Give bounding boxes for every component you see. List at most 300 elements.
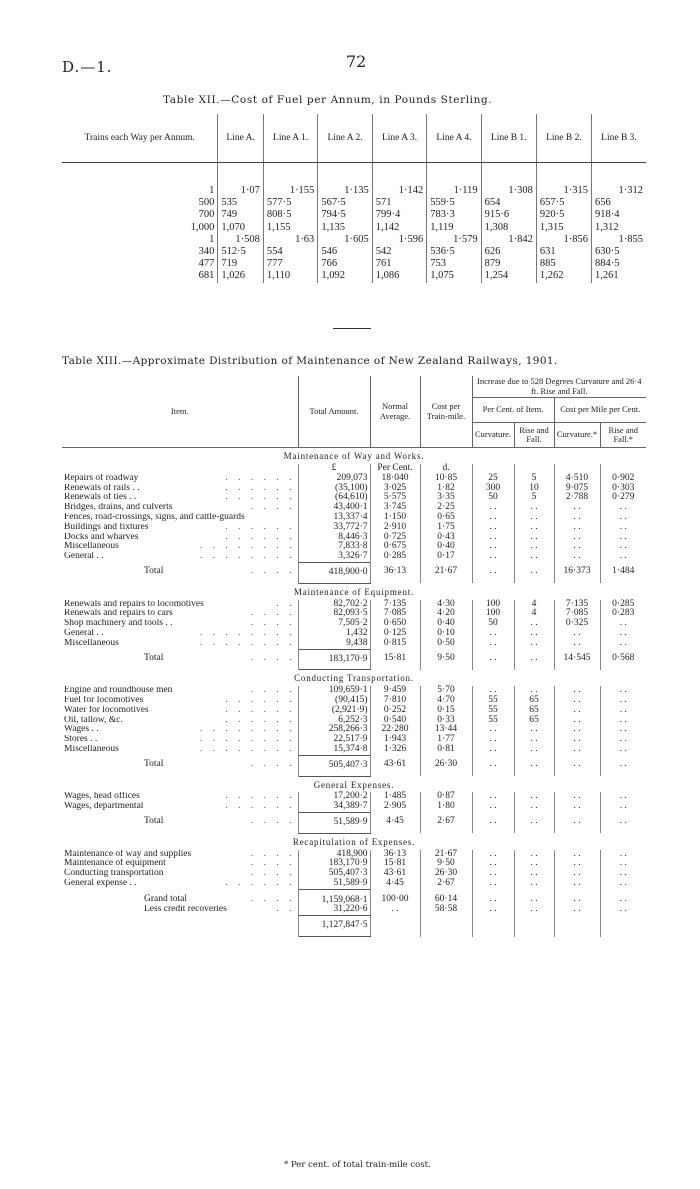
total-amount-cell: (64,610) xyxy=(298,493,370,503)
cost-cell: 1,254 xyxy=(481,270,536,282)
normal-average-cell: 7·085 xyxy=(370,609,420,619)
item-cell xyxy=(62,493,298,503)
leader-dots: . . . . . . xyxy=(225,493,296,503)
trains-cell: 700 xyxy=(62,209,218,221)
leader-dots: . . . . xyxy=(250,653,296,664)
cost-cell: 1·308 xyxy=(481,163,536,198)
item-cell xyxy=(62,542,298,552)
total-amount-cell: 13,337·4 xyxy=(298,513,370,523)
cost-cell: 656 xyxy=(594,197,611,209)
item-cell xyxy=(62,792,298,802)
increase-cell: 100 xyxy=(472,600,514,610)
increase-cell: 0·303 xyxy=(612,482,635,493)
increase-cell: . . xyxy=(619,541,627,552)
table-row xyxy=(62,234,646,246)
cost-per-train-mile-cell: 4·30 xyxy=(420,600,472,610)
increase-cell: . . xyxy=(554,755,600,776)
increase-cell: . . xyxy=(554,716,600,726)
section-title: Maintenance of Way and Works. xyxy=(283,451,425,461)
normal-average-cell: 0·540 xyxy=(370,716,420,726)
leader-dots: . . . . . . xyxy=(225,878,296,888)
increase-cell: . . xyxy=(514,649,554,670)
cost-cell: 567·5 xyxy=(318,197,372,209)
cost-per-train-mile-cell: 0·40 xyxy=(420,619,472,629)
page-number: 72 xyxy=(346,52,367,71)
cost-per-train-mile-cell: 60·14 xyxy=(420,889,472,905)
leader-dots: . . . . xyxy=(250,686,296,696)
normal-average-cell: 0·125 xyxy=(370,629,420,639)
item-label: Water for locomotives xyxy=(64,705,149,715)
total-row xyxy=(62,562,646,583)
cost-per-train-mile-cell: 3·35 xyxy=(420,493,472,503)
cost-cell: 1,308 xyxy=(481,222,536,234)
leader-dots: . . . . xyxy=(250,869,296,879)
column-header: Line B 2. xyxy=(536,114,591,163)
normal-average-cell: 1·943 xyxy=(370,735,420,745)
leader-dots: . . . . . . . . xyxy=(199,744,296,754)
cost-cell: 1·135 xyxy=(318,163,372,198)
increase-cell: . . xyxy=(619,704,627,715)
item-cell xyxy=(62,649,298,670)
total-amount-cell: 418,900·0 xyxy=(298,562,370,583)
total-amount-cell: 1,159,068·1 xyxy=(298,889,370,905)
cost-per-train-mile-cell: 9·50 xyxy=(420,649,472,670)
cost-per-train-mile-cell: 0·40 xyxy=(420,542,472,552)
normal-average-cell: 5·575 xyxy=(370,493,420,503)
total-amount-cell: 418,900 xyxy=(298,850,370,860)
cost-per-train-mile-cell: 21·67 xyxy=(420,562,472,583)
cost-cell: 1·07 xyxy=(218,163,263,198)
column-header: Line A 1. xyxy=(263,114,317,163)
cost-cell: 761 xyxy=(372,258,426,270)
item-label: Miscellaneous xyxy=(64,744,119,754)
table-row xyxy=(62,879,646,889)
cost-cell: 536·5 xyxy=(427,246,481,258)
table-xii-caption: Table XII.—Cost of Fuel per Annum, in Pounds Sterling. xyxy=(163,94,493,106)
increase-cell: . . xyxy=(514,792,554,802)
cost-cell: 920·5 xyxy=(536,209,591,221)
increase-cell: . . xyxy=(472,552,514,562)
increase-cell: 4 xyxy=(514,600,554,610)
increase-cell: 55 xyxy=(472,706,514,716)
cost-cell: 1·312 xyxy=(618,185,643,196)
normal-average-cell: 4·45 xyxy=(370,879,420,889)
normal-average-cell: 43·61 xyxy=(370,755,420,776)
cost-per-train-mile-cell: 0·17 xyxy=(420,552,472,562)
increase-cell: 4 xyxy=(514,609,554,619)
table-row xyxy=(62,246,646,258)
increase-cell: . . xyxy=(619,511,627,522)
section-title: General Expenses. xyxy=(313,779,395,790)
cost-per-train-mile-cell: 58·58 xyxy=(420,905,472,915)
footnote: * Per cent. of total train-mile cost. xyxy=(284,1160,431,1170)
cost-per-train-mile-cell: 0·81 xyxy=(420,745,472,755)
increase-cell: 7·135 xyxy=(554,600,600,610)
increase-cell: . . xyxy=(554,706,600,716)
item-cell xyxy=(62,484,298,494)
total-amount-cell: 17,200·2 xyxy=(298,792,370,802)
increase-cell: . . xyxy=(514,869,554,879)
increase-cell: 0·568 xyxy=(612,653,635,664)
item-label: Renewals of rails . . xyxy=(64,483,140,493)
increase-cell: 50 xyxy=(472,493,514,503)
increase-cell: . . xyxy=(514,533,554,543)
leader-dots: . . . . . . xyxy=(225,473,296,483)
increase-cell: 1·484 xyxy=(612,566,635,577)
increase-cell: . . xyxy=(514,745,554,755)
section-heading-row xyxy=(62,448,646,464)
increase-cell: 0·283 xyxy=(612,608,635,619)
increase-cell: . . xyxy=(619,531,627,542)
item-label: General expense . . xyxy=(64,878,137,888)
cost-per-train-mile-cell: 4·20 xyxy=(420,609,472,619)
increase-cell: . . xyxy=(514,523,554,533)
increase-cell: 50 xyxy=(472,619,514,629)
cost-cell: 766 xyxy=(318,258,372,270)
increase-cell: . . xyxy=(472,859,514,869)
table-xiii-caption: Table XIII.—Approximate Distribution of Maintenance of New Zealand Railways, 1901. xyxy=(62,355,558,367)
header-increase: Increase due to 528 Degrees Curvature and 26·4 ft. Rise and Fall. xyxy=(472,376,646,398)
total-amount-cell: 183,170·9 xyxy=(298,649,370,670)
item-cell xyxy=(62,503,298,513)
increase-cell: . . xyxy=(619,502,627,513)
header-cost-per-mile: Cost per Mile per Cent. xyxy=(554,398,646,423)
column-header: Line B 1. xyxy=(481,114,536,163)
total-amount-cell: 51,589·9 xyxy=(298,812,370,833)
leader-dots: . . . . xyxy=(250,894,296,905)
item-cell xyxy=(62,696,298,706)
leader-dots: . . . . . . xyxy=(225,695,296,705)
total-amount-cell: 505,407·3 xyxy=(298,869,370,879)
item-label: Total xyxy=(144,816,164,827)
normal-average-cell: 3·745 xyxy=(370,503,420,513)
table-header-row xyxy=(62,114,646,163)
increase-cell: . . xyxy=(514,859,554,869)
item-cell xyxy=(62,889,298,905)
normal-average-cell: 15·81 xyxy=(370,649,420,670)
increase-cell: 0·902 xyxy=(612,472,635,483)
increase-cell: 300 xyxy=(472,484,514,494)
increase-cell: . . xyxy=(619,894,627,905)
increase-cell: . . xyxy=(554,686,600,696)
increase-cell: . . xyxy=(619,868,627,879)
header-per-cent-of-item: Per Cent. of Item. xyxy=(472,398,554,423)
increase-cell: . . xyxy=(514,629,554,639)
cost-cell: 1·142 xyxy=(372,163,426,198)
maintenance-distribution-table xyxy=(62,376,646,937)
normal-average-cell: 2·905 xyxy=(370,802,420,812)
cost-cell: 1,119 xyxy=(427,222,481,234)
increase-cell: . . xyxy=(472,523,514,533)
increase-cell: . . xyxy=(554,552,600,562)
item-label: Engine and roundhouse men xyxy=(64,686,173,696)
header-rise-fall-star: Rise and Fall.* xyxy=(600,423,646,448)
item-cell xyxy=(62,629,298,639)
header-item: Item. xyxy=(62,376,298,448)
item-label: Maintenance of way and supplies xyxy=(64,849,192,859)
table-row xyxy=(62,209,646,221)
normal-average-cell: 0·285 xyxy=(370,552,420,562)
item-cell xyxy=(62,745,298,755)
section-divider xyxy=(333,328,371,329)
leader-dots: . . . . xyxy=(250,503,296,513)
leader-dots: . . . . . . xyxy=(225,705,296,715)
table-row xyxy=(62,270,646,282)
increase-cell: . . xyxy=(472,879,514,889)
cost-cell: 1·315 xyxy=(536,163,591,198)
cost-cell: 1·596 xyxy=(372,234,426,246)
leader-dots: . . . . xyxy=(250,859,296,869)
cost-per-train-mile-cell: 0·10 xyxy=(420,629,472,639)
cost-per-train-mile-cell: 2·25 xyxy=(420,503,472,513)
cost-cell: 1,262 xyxy=(536,270,591,282)
leader-dots: . . . . xyxy=(250,849,296,859)
increase-cell: . . xyxy=(554,905,600,915)
cost-per-train-mile-cell: 0·15 xyxy=(420,706,472,716)
item-label: Less credit recoveries xyxy=(144,905,227,915)
normal-average-cell: 1·326 xyxy=(370,745,420,755)
cost-cell: 915·6 xyxy=(481,209,536,221)
normal-average-cell: 1·485 xyxy=(370,792,420,802)
increase-cell: . . xyxy=(472,889,514,905)
normal-average-cell: 4·45 xyxy=(370,812,420,833)
increase-cell: . . xyxy=(554,850,600,860)
header-total-amount: Total Amount. xyxy=(298,376,370,448)
leader-dots: . . . . . . xyxy=(225,532,296,542)
trains-cell: 681 xyxy=(62,270,218,282)
cost-per-train-mile-cell: 1·82 xyxy=(420,484,472,494)
increase-cell: 9·075 xyxy=(554,484,600,494)
increase-cell: . . xyxy=(554,802,600,812)
leader-dots: . . . . . . xyxy=(225,483,296,493)
increase-cell: . . xyxy=(619,877,627,888)
item-label: Repairs of roadway xyxy=(64,473,139,483)
cost-cell: 879 xyxy=(481,258,536,270)
normal-average-cell: 0·650 xyxy=(370,619,420,629)
total-amount-cell: 82,093·5 xyxy=(298,609,370,619)
increase-cell: . . xyxy=(472,869,514,879)
cost-cell: 794·5 xyxy=(318,209,372,221)
increase-cell: . . xyxy=(472,735,514,745)
increase-cell: . . xyxy=(514,905,554,915)
total-amount-cell: 7,505·2 xyxy=(298,619,370,629)
cost-cell: 753 xyxy=(427,258,481,270)
increase-cell: . . xyxy=(619,904,627,915)
normal-average-cell: 3·025 xyxy=(370,484,420,494)
normal-average-cell: 22·280 xyxy=(370,725,420,735)
increase-cell: . . xyxy=(472,629,514,639)
cost-cell: 799·4 xyxy=(372,209,426,221)
normal-average-cell: 0·675 xyxy=(370,542,420,552)
cost-per-train-mile-cell: 1·80 xyxy=(420,802,472,812)
item-label: Total xyxy=(144,759,164,770)
increase-cell: . . xyxy=(619,743,627,754)
cost-cell: 512·5 xyxy=(218,246,263,258)
increase-cell: . . xyxy=(554,859,600,869)
increase-cell: . . xyxy=(472,812,514,833)
increase-cell: . . xyxy=(472,562,514,583)
net-total-row xyxy=(62,916,646,937)
header-cost-per-train-mile: Cost per Train-mile. xyxy=(420,376,472,448)
normal-average-cell: 36·13 xyxy=(370,562,420,583)
increase-cell: . . xyxy=(472,850,514,860)
total-amount-cell: 8,446·3 xyxy=(298,533,370,543)
increase-cell: . . xyxy=(554,745,600,755)
cost-cell: 1,086 xyxy=(372,270,426,282)
increase-cell: . . xyxy=(554,879,600,889)
cost-per-train-mile-cell: 1·75 xyxy=(420,523,472,533)
item-label: Wages, departmental xyxy=(64,802,144,812)
increase-cell: 0·279 xyxy=(612,492,635,503)
cost-per-train-mile-cell: 0·65 xyxy=(420,513,472,523)
item-label: Miscellaneous xyxy=(64,542,119,552)
normal-average-cell: 36·13 xyxy=(370,850,420,860)
cost-cell: 657·5 xyxy=(536,197,591,209)
section-heading-row xyxy=(62,833,646,849)
item-cell xyxy=(62,850,298,860)
cost-per-train-mile-cell: 1·77 xyxy=(420,735,472,745)
cost-cell: 571 xyxy=(372,197,426,209)
empty-cell xyxy=(554,916,600,937)
increase-cell: . . xyxy=(554,629,600,639)
trains-cell: 477 xyxy=(62,258,218,270)
increase-cell: 0·325 xyxy=(554,619,600,629)
cost-cell: 783·3 xyxy=(427,209,481,221)
section-heading-row xyxy=(62,776,646,792)
total-row xyxy=(62,649,646,670)
total-amount-cell: 505,407·3 xyxy=(298,755,370,776)
cost-cell: 885 xyxy=(536,258,591,270)
increase-cell: . . xyxy=(619,724,627,735)
total-row xyxy=(62,755,646,776)
cost-cell: 884·5 xyxy=(594,258,620,270)
table-row xyxy=(62,258,646,270)
leader-dots: . . . . . . . . xyxy=(199,638,296,648)
increase-cell: . . xyxy=(619,759,627,770)
cost-cell: 1·842 xyxy=(481,234,536,246)
section-title: Recapitulation of Expenses. xyxy=(292,836,416,847)
cost-cell: 1·155 xyxy=(263,163,317,198)
cost-cell: 1·856 xyxy=(536,234,591,246)
increase-cell: . . xyxy=(472,802,514,812)
item-label: General . . xyxy=(64,628,104,638)
item-cell xyxy=(62,533,298,543)
increase-cell: . . xyxy=(619,618,627,629)
cost-per-train-mile-cell: 0·87 xyxy=(420,792,472,802)
increase-cell: 5 xyxy=(514,474,554,484)
item-cell xyxy=(62,609,298,619)
cost-per-train-mile-cell: 5·70 xyxy=(420,686,472,696)
increase-cell: . . xyxy=(554,533,600,543)
increase-cell: 25 xyxy=(472,474,514,484)
increase-cell: . . xyxy=(514,850,554,860)
trains-cell: 340 xyxy=(62,246,218,258)
increase-cell: 55 xyxy=(472,716,514,726)
item-cell xyxy=(62,905,298,915)
cost-cell: 1,135 xyxy=(318,222,372,234)
increase-cell: . . xyxy=(514,503,554,513)
increase-cell: . . xyxy=(619,694,627,705)
total-amount-cell: 15,374·8 xyxy=(298,745,370,755)
increase-cell: . . xyxy=(472,745,514,755)
item-cell xyxy=(62,706,298,716)
section-heading-row xyxy=(62,583,646,599)
total-amount-cell: 34,389·7 xyxy=(298,802,370,812)
leader-dots: . . . . . . . . xyxy=(199,542,296,552)
total-amount-cell: 33,772·7 xyxy=(298,523,370,533)
increase-cell: . . xyxy=(514,619,554,629)
total-amount-cell: 209,073 xyxy=(298,474,370,484)
normal-average-cell: . . xyxy=(370,905,420,915)
item-label: Wages, head offices xyxy=(64,792,140,802)
increase-cell: . . xyxy=(554,869,600,879)
cost-cell: 559·5 xyxy=(427,197,481,209)
normal-average-cell: 9·459 xyxy=(370,686,420,696)
column-header: Line A 3. xyxy=(372,114,426,163)
cost-per-train-mile-cell: 0·43 xyxy=(420,533,472,543)
total-amount-cell: 43,400·1 xyxy=(298,503,370,513)
item-cell xyxy=(62,619,298,629)
item-label: Buildings and fixtures xyxy=(64,522,149,532)
unit-cell xyxy=(62,464,298,474)
cost-cell: 719 xyxy=(218,258,263,270)
trains-cell: 1,000 xyxy=(62,222,218,234)
item-label: Miscellaneous xyxy=(64,638,119,648)
leader-dots: . . . . . . . . xyxy=(199,628,296,638)
increase-cell: . . xyxy=(554,792,600,802)
table-row xyxy=(62,163,646,198)
increase-cell: . . xyxy=(514,686,554,696)
increase-cell: 55 xyxy=(472,696,514,706)
item-cell xyxy=(62,879,298,889)
cost-cell: 749 xyxy=(218,209,263,221)
increase-cell: . . xyxy=(472,542,514,552)
item-label: Total xyxy=(144,653,164,664)
cost-cell: 1·63 xyxy=(263,234,317,246)
cost-cell: 808·5 xyxy=(263,209,317,221)
item-label: Bridges, drains, and culverts xyxy=(64,503,173,513)
total-amount-cell: 31,220·6 xyxy=(298,905,370,915)
table-row xyxy=(62,552,646,562)
cost-per-train-mile-cell: 4·70 xyxy=(420,696,472,706)
empty-cell xyxy=(370,916,420,937)
item-label: Docks and wharves xyxy=(64,532,139,542)
total-amount-cell: 7,833·8 xyxy=(298,542,370,552)
cost-cell: 1,110 xyxy=(263,270,317,282)
increase-cell: . . xyxy=(619,685,627,696)
item-cell xyxy=(62,600,298,610)
leader-dots: . . . . xyxy=(250,759,296,770)
increase-cell: . . xyxy=(514,802,554,812)
item-cell xyxy=(62,812,298,833)
increase-cell: . . xyxy=(472,686,514,696)
table-row xyxy=(62,889,646,905)
increase-cell: 5 xyxy=(514,493,554,503)
leader-dots: . . . . . . . . xyxy=(199,735,296,745)
increase-cell: . . xyxy=(554,639,600,649)
normal-average-cell: 0·815 xyxy=(370,639,420,649)
item-cell xyxy=(62,869,298,879)
normal-average-cell: 2·910 xyxy=(370,523,420,533)
item-label: Grand total xyxy=(144,894,188,905)
increase-cell: 65 xyxy=(514,706,554,716)
trains-cell: 500 xyxy=(62,197,218,209)
cost-per-train-mile-cell: 10·85 xyxy=(420,474,472,484)
normal-average-cell: 15·81 xyxy=(370,859,420,869)
item-cell xyxy=(62,735,298,745)
cost-cell: 631 xyxy=(536,246,591,258)
increase-cell: 7·085 xyxy=(554,609,600,619)
